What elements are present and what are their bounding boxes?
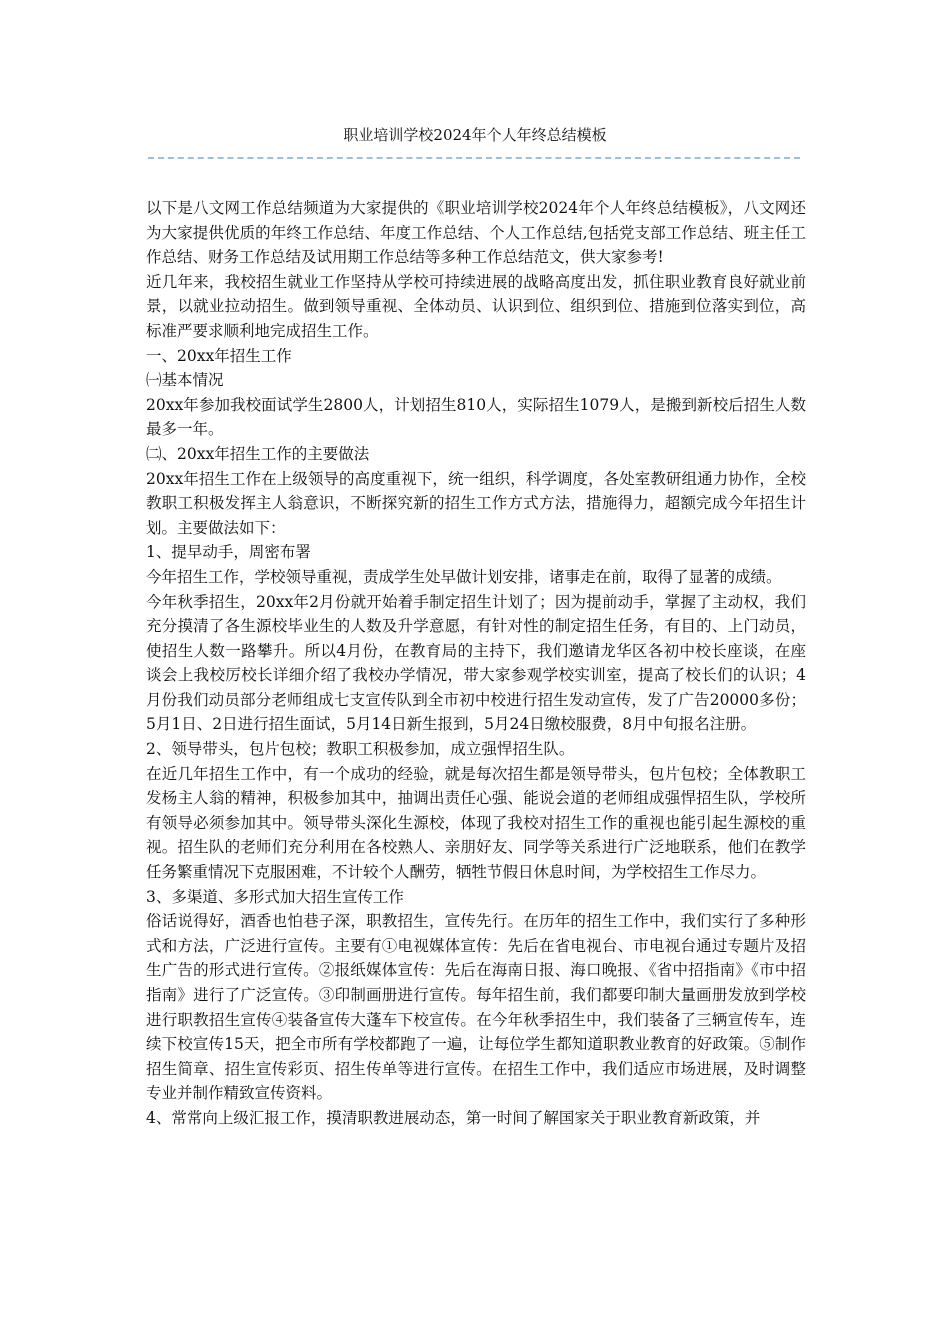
- item-heading: 1、提早动手，周密布署: [146, 543, 311, 562]
- paragraph: 20xx年招生工作在上级领导的高度重视下，统一组织，科学调度，各处室教研组通力协作，全校教职工积极发挥主人翁意识，不断探究新的招生工作方式方法，措施得力，超额完成今年招生计划。主要做法如下：: [146, 469, 806, 537]
- item-heading: 3、多渠道、多形式加大招生宣传工作: [146, 887, 404, 906]
- paragraph: 20xx年参加我校面试学生2800人，计划招生810人，实际招生1079人，是搬到新校后招生人数最多一年。: [146, 395, 806, 439]
- paragraph-intro: 以下是八文网工作总结频道为大家提供的《职业培训学校2024年个人年终总结模板》，八文网还为大家提供优质的年终工作总结、年度工作总结、个人工作总结,包括党支部工作总结、班主任工作总结、财务工作总结及试用期工作总结等多种工作总结范文，供大家参考!: [146, 199, 806, 267]
- item-heading: 4、常常向上级汇报工作，摸清职教进展动态，第一时间了解国家关于职业教育新政策，并: [146, 1108, 761, 1127]
- paragraph: 今年招生工作，学校领导重视，责成学生处早做计划安排，诸事走在前，取得了显著的成绩。: [146, 567, 782, 586]
- paragraph-overview: 近几年来，我校招生就业工作坚持从学校可持续进展的战略高度出发，抓住职业教育良好就业前景，以就业拉动招生。做到领导重视、全体动员、认识到位、组织到位、措施到位落实到位，高标准严要求顺利地完成招生工作。: [146, 272, 806, 340]
- subsection-heading: ㈠基本情况: [146, 371, 224, 390]
- document-body: [146, 196, 806, 1131]
- subsection-heading: ㈡、20xx年招生工作的主要做法: [146, 444, 370, 463]
- paragraph: 在近几年招生工作中，有一个成功的经验，就是每次招生都是领导带头，包片包校；全体教职工发杨主人翁的精神，积极参加其中，抽调出责任心强、能说会道的老师组成强悍招生队，学校所有领导必须参加其中。领导带头深化生源校，体现了我校对招生工作的重视也能引起生源校的重视。招生队的老师们充分利用在各校熟人、亲朋好友、同学等关系进行广泛地联系，他们在教学任务繁重情况下克服困难，不计较个人酬劳，牺牲节假日休息时间，为学校招生工作尽力。: [146, 764, 806, 882]
- paragraph: 俗话说得好，酒香也怕巷子深，职教招生，宣传先行。在历年的招生工作中，我们实行了多种形式和方法，广泛进行宣传。主要有①电视媒体宣传：先后在省电视台、市电视台通过专题片及招生广告的形式进行宣传。②报纸媒体宣传：先后在海南日报、海口晚报、《省中招指南》《市中招指南》进行了广泛宣传。③印制画册进行宣传。每年招生前，我们都要印制大量画册发放到学校进行职教招生宣传④装备宣传大蓬车下校宣传。在今年秋季招生中，我们装备了三辆宣传车，连续下校宣传15天，把全市所有学校都跑了一遍，让每位学生都知道职教业教育的好政策。⑤制作招生简章、招生宣传彩页、招生传单等进行宣传。在招生工作中，我们适应市场进展，及时调整专业并制作精致宣传资料。: [146, 912, 806, 1103]
- paragraph: 今年秋季招生，20xx年2月份就开始着手制定招生计划了；因为提前动手，掌握了主动权，我们充分摸清了各生源校毕业生的人数及升学意愿，有针对性的制定招生任务，有目的、上门动员，使招生人数一路攀升。所以4月份，在教育局的主持下，我们邀请龙华区各初中校长座谈，在座谈会上我校厉校长详细介绍了我校办学情况，带大家参观学校实训室，提高了校长们的认识；4月份我们动员部分老师组成七支宣传队到全市初中校进行招生发动宣传，发了广告20000多份；5月1日、2日进行招生面试，5月14日新生报到，5月24日缴校服费，8月中旬报名注册。: [146, 592, 806, 734]
- section-heading: 一、20xx年招生工作: [146, 346, 292, 365]
- title-divider: [148, 157, 800, 159]
- item-heading: 2、领导带头，包片包校；教职工积极参加，成立强悍招生队。: [146, 740, 575, 759]
- document-title: 职业培训学校2024年个人年终总结模板: [343, 126, 607, 144]
